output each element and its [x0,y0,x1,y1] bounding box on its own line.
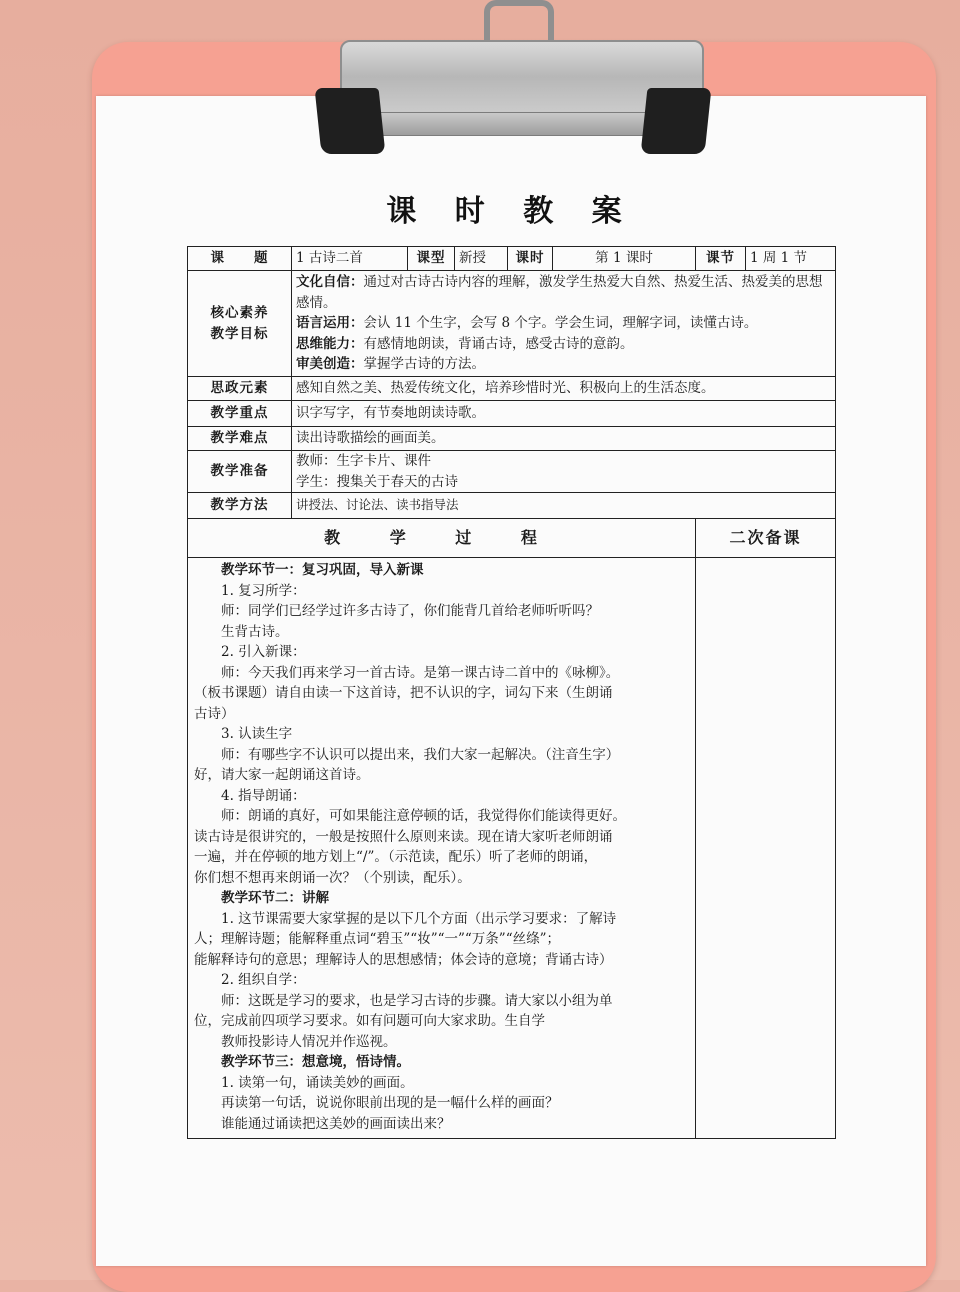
process-line: 能解释诗句的意思；理解诗人的思想感情；体会诗的意境；背诵古诗） [194,951,613,968]
process-line: 人；理解诗题；能解释重点词“碧玉”“妆”“一”“万条”“丝绦”； [194,931,561,947]
process-step-heading: 教学环节三：想意境，悟诗情。 [221,1054,410,1070]
difficulty-label: 教学难点 [188,427,292,451]
period-value: 第 1 课时 [553,247,696,271]
process-line: 好，请大家一起朗诵这首诗。 [194,767,370,783]
topic-label: 课 题 [188,247,292,271]
process-line: 你们想不想再来朗诵一次？（个别读，配乐）。 [194,869,471,886]
type-value: 新授 [455,247,508,271]
process-heading: 教 学 过 程 [188,519,696,558]
method-text: 讲授法、讨论法、读书指导法 [292,493,836,519]
process-line: 1. 读第一句，诵读美妙的画面。 [221,1074,414,1091]
process-content [188,558,696,1139]
lesson-plan-table [187,246,835,1139]
prep-row [188,451,836,493]
goals-label [188,271,292,377]
process-step-heading: 教学环节一：复习巩固，导入新课 [221,562,424,578]
goals-label-line1: 核心素养 [210,305,269,321]
process-line: 一遍，并在停顿的地方划上“/”。（示范读，配乐）听了老师的朗诵， [194,849,598,865]
goal-item: 审美创造：掌握学古诗的方法。 [296,356,485,373]
prep-line: 教师：生字卡片、课件 [296,453,431,469]
process-step-heading: 教学环节二：讲解 [221,890,329,906]
prep-line: 学生：搜集关于春天的古诗 [296,473,458,490]
goals-content [292,271,836,377]
period-label: 课时 [508,247,553,271]
process-line: （板书课题）请自由读一下这首诗，把不认识的字，词勾下来（生朗诵 [194,685,613,701]
goals-label-line2: 教学目标 [210,325,269,342]
prep-content [292,451,836,493]
clip-lever [356,112,672,136]
process-line: 教师投影诗人情况并作巡视。 [221,1033,397,1050]
process-header-row [188,519,836,558]
process-line: 师：今天我们再来学习一首古诗。是第一课古诗二首中的《咏柳》。 [221,664,620,681]
process-body-row [188,558,836,1139]
process-line: 师：这既是学习的要求，也是学习古诗的步骤。请大家以小组为单 [221,992,613,1009]
section-label: 课节 [696,247,746,271]
process-line: 1. 这节课需要大家掌握的是以下几个方面（出示学习要求：了解诗 [221,910,617,927]
process-line: 再读第一句话，说说你眼前出现的是一幅什么样的画面？ [221,1095,559,1111]
ideology-label: 思政元素 [188,377,292,401]
process-line: 古诗） [194,705,235,722]
goal-item: 文化自信：通过对古诗古诗内容的理解，激发学生热爱大自然、热爱生活、热爱美的思想感情。 [296,274,823,311]
difficulty-row [188,427,836,451]
notes-heading: 二次备课 [696,519,836,558]
topic-value: 1 古诗二首 [292,247,408,271]
section-value: 1 周 1 节 [746,247,836,271]
process-line: 谁能通过诵读把这美妙的画面读出来？ [221,1115,451,1132]
process-line: 3. 认读生字 [221,726,293,742]
header-row [188,247,836,271]
ideology-row [188,377,836,401]
method-row [188,493,836,519]
document-title: 课 时 教 案 [386,194,636,229]
key-row [188,401,836,427]
clip-left-grip [315,88,386,154]
type-label: 课型 [408,247,455,271]
process-line: 师：有哪些字不认识可以提出来，我们大家一起解决。（注音生字） [221,746,620,763]
key-label: 教学重点 [188,401,292,427]
clip-right-grip [641,88,712,154]
process-line: 2. 组织自学： [221,972,306,988]
process-line: 师：同学们已经学过许多古诗了，你们能背几首给老师听听吗？ [221,603,599,619]
difficulty-text: 读出诗歌描绘的画面美。 [292,427,836,451]
process-line: 师：朗诵的真好，可如果能注意停顿的话，我觉得你们能读得更好。 [221,808,626,824]
process-line: 读古诗是很讲究的，一般是按照什么原则来读。现在请大家听老师朗诵 [194,828,613,845]
goal-item: 思维能力：有感情地朗读，背诵古诗，感受古诗的意韵。 [296,335,634,352]
ideology-text: 感知自然之美、热爱传统文化，培养珍惜时光、积极向上的生活态度。 [292,377,836,401]
process-line: 生背古诗。 [221,623,289,640]
process-line: 4. 指导朗诵： [221,787,306,804]
key-text: 识字写字，有节奏地朗读诗歌。 [292,401,836,427]
notes-content [696,558,836,1139]
prep-label: 教学准备 [188,451,292,493]
process-line: 1. 复习所学： [221,582,306,599]
goals-row [188,271,836,377]
method-label: 教学方法 [188,493,292,519]
process-line: 2. 引入新课： [221,644,306,660]
process-line: 位，完成前四项学习要求。如有问题可向大家求助。生自学 [194,1013,545,1029]
goal-item: 语言运用：会认 11 个生字，会写 8 个字。学会生词，理解字词，读懂古诗。 [296,315,758,332]
